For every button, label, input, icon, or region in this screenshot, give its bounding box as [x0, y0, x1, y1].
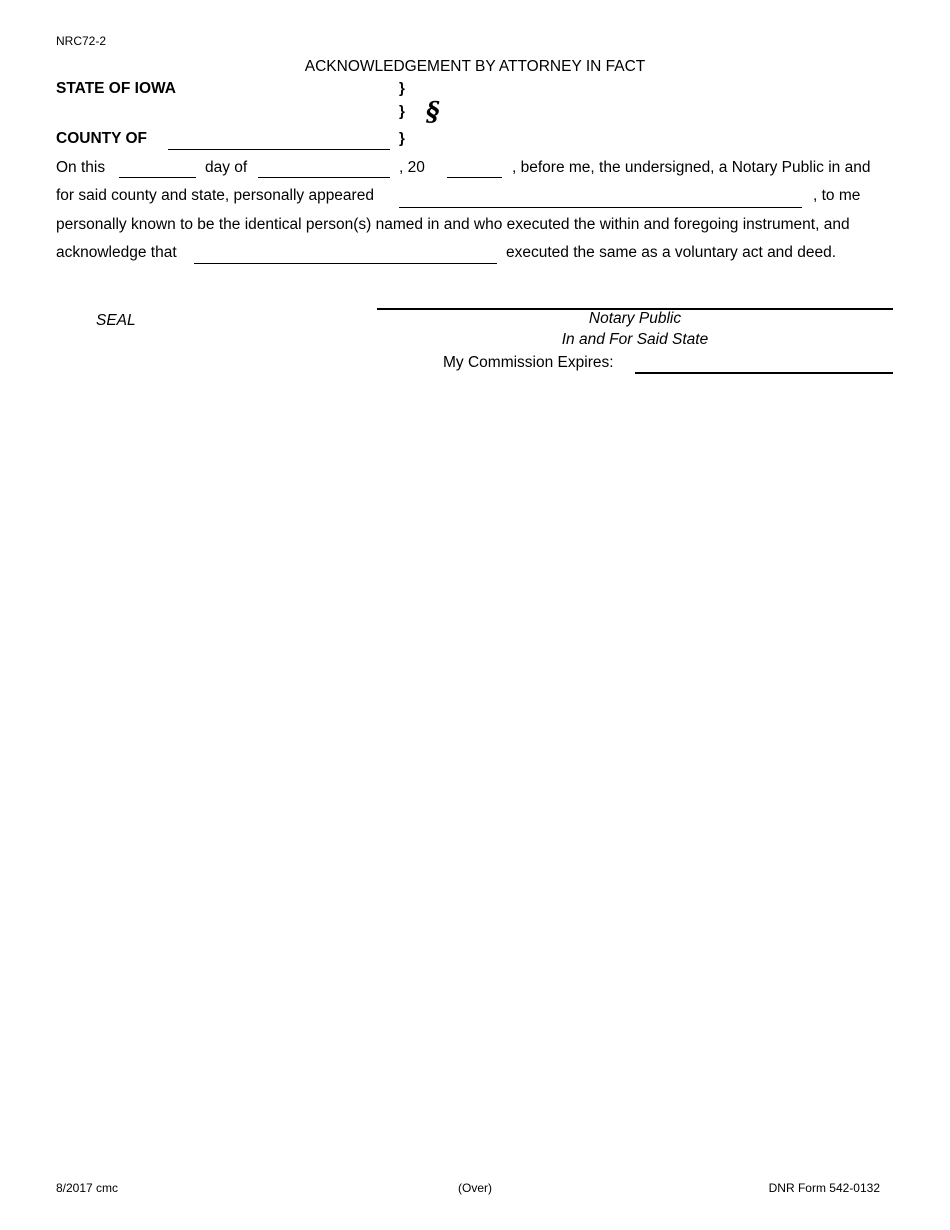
- acknowledging-person-field[interactable]: [194, 263, 497, 264]
- commission-expires-field[interactable]: [635, 372, 893, 374]
- day-field[interactable]: [119, 177, 196, 178]
- in-and-for-state-label: In and For Said State: [561, 331, 709, 348]
- month-field[interactable]: [258, 177, 390, 178]
- seal-label: SEAL: [96, 312, 136, 329]
- to-me-text: , to me: [813, 187, 861, 204]
- state-label: STATE OF IOWA: [56, 80, 176, 97]
- appeared-person-field[interactable]: [399, 207, 802, 208]
- footer-revision: 8/2017 cmc: [56, 1181, 119, 1195]
- line1-rest-text: , before me, the undersigned, a Notary Public in and: [512, 159, 871, 176]
- year-prefix-label: , 20: [399, 159, 425, 176]
- venue-brace-bottom: }: [399, 130, 405, 147]
- on-this-label: On this: [56, 159, 106, 176]
- section-symbol: §: [426, 97, 440, 127]
- footer-over: (Over): [458, 1181, 492, 1195]
- venue-brace-top: }: [399, 80, 405, 97]
- notary-public-label: Notary Public: [588, 310, 682, 327]
- year-field[interactable]: [447, 177, 502, 178]
- footer-form-number: DNR Form 542-0132: [768, 1181, 880, 1195]
- venue-brace-middle: }: [399, 103, 405, 120]
- personally-appeared-text: for said county and state, personally appeared: [56, 187, 374, 204]
- form-code: NRC72-2: [56, 34, 107, 48]
- acknowledge-that-text: acknowledge that: [56, 244, 177, 261]
- voluntary-act-text: executed the same as a voluntary act and deed.: [506, 244, 837, 261]
- form-title: ACKNOWLEDGEMENT BY ATTORNEY IN FACT: [304, 58, 646, 75]
- day-of-label: day of: [205, 159, 248, 176]
- county-label: COUNTY OF: [56, 130, 147, 147]
- county-field[interactable]: [168, 149, 390, 150]
- commission-expires-label: My Commission Expires:: [443, 354, 614, 371]
- identical-persons-text: personally known to be the identical person(s) named in and who executed the within and foregoing instrument, and: [56, 216, 850, 233]
